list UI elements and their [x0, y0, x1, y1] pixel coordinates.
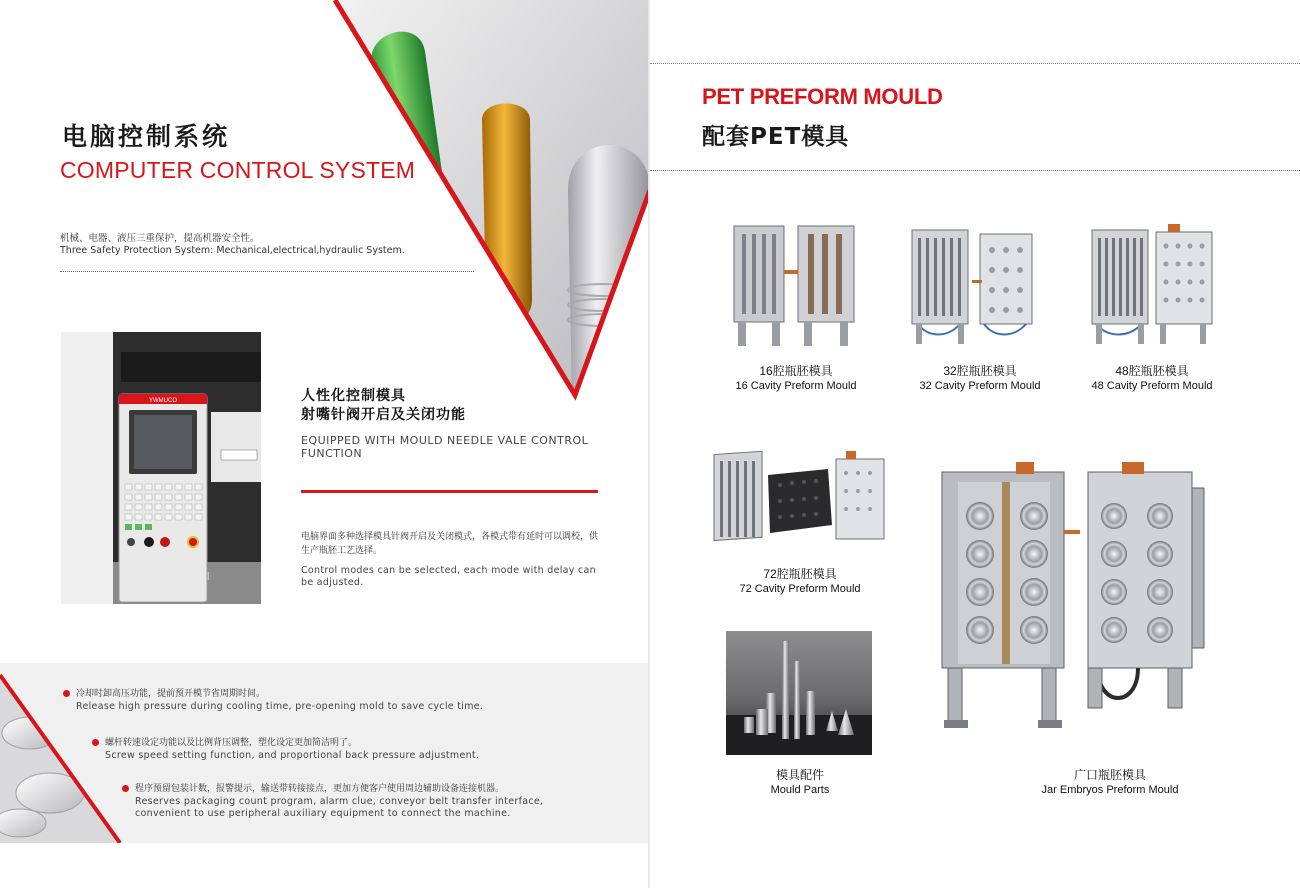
product-caption: [1042, 363, 1262, 394]
product-name-cn: 72腔瓶胚模具: [763, 567, 837, 581]
feature-title-cn-line1: 人性化控制模具: [301, 388, 406, 404]
feature-bullet: [105, 737, 479, 762]
feature-title-en: EQUIPPED WITH MOULD NEEDLE VALE CONTROL FUNCTION: [301, 434, 589, 460]
product-name-en: Jar Embryos Preform Mould: [1041, 784, 1179, 796]
product-caption: [690, 767, 910, 798]
bullet-dot: [92, 739, 99, 746]
product-name-en: 32 Cavity Preform Mould: [919, 380, 1041, 392]
bullet-text-en: Release high pressure during cooling time, pre-opening mold to save cycle time.: [76, 701, 484, 712]
product-image-16-cavity: [728, 220, 864, 350]
feature-description-cn: 电脑界面多种选择模具针阀开启及关闭模式，各模式带有延时可以调校，供生产瓶胚工艺选择。: [301, 532, 599, 556]
section-title-cn: 配套PET模具: [702, 124, 850, 150]
product-name-cn: 48腔瓶胚模具: [1115, 364, 1189, 378]
section-title-en: COMPUTER CONTROL SYSTEM: [60, 157, 416, 183]
feature-description-en: Control modes can be selected, each mode with delay can be adjusted.: [301, 565, 597, 588]
product-name-en: 16 Cavity Preform Mould: [735, 380, 857, 392]
section-title-cn: 电脑控制系统: [62, 122, 231, 151]
product-name-en: 48 Cavity Preform Mould: [1091, 380, 1213, 392]
dotted-divider: [60, 271, 474, 272]
feature-bullets-band: [0, 663, 650, 843]
product-name-cn: 32腔瓶胚模具: [943, 364, 1017, 378]
product-image-72-cavity: [708, 445, 890, 553]
bullet-text-cn: 冷却时卸高压功能，提前预开模节省周期时间。: [76, 689, 266, 699]
product-caption: [1000, 767, 1220, 798]
intro-text-en: Three Safety Protection System: Mechanical,electrical,hydraulic System.: [60, 245, 405, 256]
product-image-32-cavity: [908, 220, 1038, 350]
red-divider: [301, 490, 598, 493]
dotted-divider-top: [650, 63, 1300, 64]
product-image-mould-parts: [726, 631, 872, 755]
right-page: [650, 0, 1300, 888]
bullet-dot: [122, 785, 129, 792]
panel-brand-label: YWMUCO: [149, 398, 177, 404]
product-name-cn: 广口瓶胚模具: [1073, 768, 1146, 782]
control-panel-photo: [61, 332, 261, 604]
bullet-text-cn: 程序预留包装计数，报警提示，输送带转接接点，更加方便客户使用周边辅助设备连接机器。: [135, 784, 505, 794]
intro-text-cn: 机械、电器、液压三重保护，提高机器安全性。: [60, 233, 260, 244]
feature-title-cn-line2: 射嘴针阀开启及关闭功能: [301, 407, 466, 423]
product-caption: [690, 566, 910, 597]
bullet-text-cn: 螺杆转速设定功能以及比例背压调整，塑化设定更加简洁明了。: [105, 738, 358, 748]
bullet-dot: [63, 690, 70, 697]
product-image-48-cavity: [1088, 220, 1218, 350]
feature-bullet: [135, 783, 595, 820]
section-title-en: PET PREFORM MOULD: [702, 84, 943, 109]
bullet-text-en: Screw speed setting function, and proportional back pressure adjustment.: [105, 750, 480, 761]
feature-bullet: [76, 688, 483, 713]
product-name-cn: 模具配件: [775, 768, 824, 782]
product-image-jar-preform-mould: [938, 458, 1218, 738]
dotted-divider-mid: [650, 170, 1300, 171]
product-name-cn: 16腔瓶胚模具: [759, 364, 833, 378]
product-name-en: Mould Parts: [770, 784, 830, 796]
product-name-en: 72 Cavity Preform Mould: [739, 583, 861, 595]
bullet-text-en: Reserves packaging count program, alarm clue, conveyor belt transfer interface, convenient to use peripheral auxiliary equipment to connect the machine.: [135, 796, 544, 819]
